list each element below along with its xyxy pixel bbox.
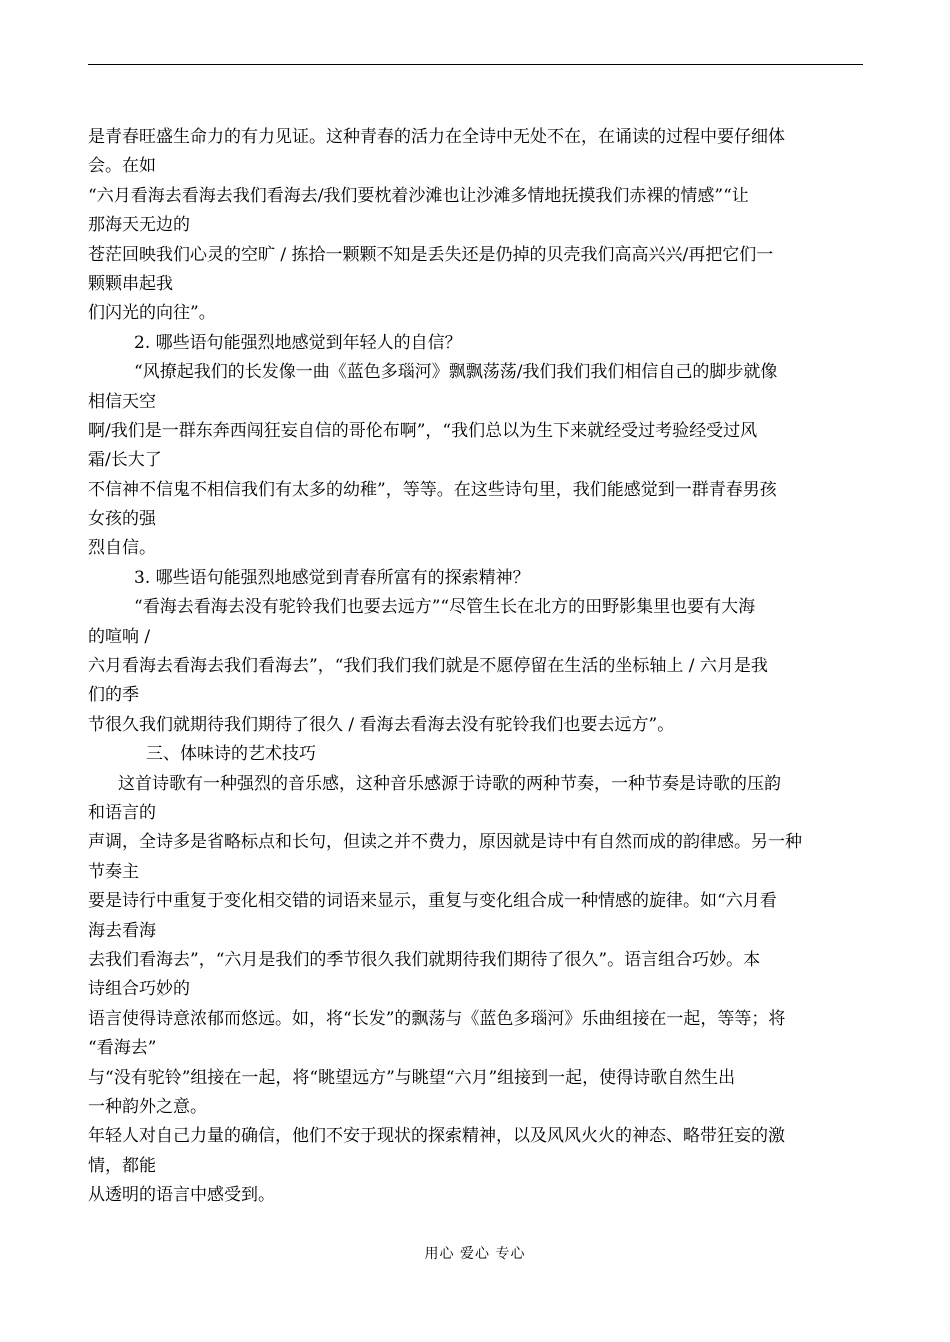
text-line: 那海天无边的 — [88, 215, 190, 236]
text-line: 去我们看海去”，“六月是我们的季节很久我们就期待我们期待了很久”。语言组合巧妙。本 — [88, 949, 761, 970]
text-line: “六月看海去看海去我们看海去/我们要枕着沙滩也让沙滩多情地抚摸我们赤裸的情感”“让 — [88, 185, 749, 206]
text-line: 年轻人对自己力量的确信，他们不安于现状的探索精神，以及风风火火的神态、略带狂妄的激 — [88, 1126, 785, 1147]
text-line: 语言使得诗意浓郁而悠远。如，将“长发”的飘荡与《蓝色多瑙河》乐曲组接在一起，等等；将 — [88, 1008, 786, 1029]
text-line: 六月看海去看海去我们看海去”，“我们我们我们就是不愿停留在生活的坐标轴上 / 六月是我 — [88, 656, 768, 677]
text-line: 三、体味诗的艺术技巧 — [146, 744, 316, 765]
text-line: 们的季 — [88, 685, 139, 706]
text-line: 这首诗歌有一种强烈的音乐感，这种音乐感源于诗歌的两种节奏，一种节奏是诗歌的压韵 — [118, 773, 781, 794]
header-rule — [88, 64, 863, 65]
text-line: 和语言的 — [88, 802, 156, 823]
text-line: 情，都能 — [88, 1155, 156, 1176]
text-line: 颗颗串起我 — [88, 273, 173, 294]
text-line: 一种韵外之意。 — [88, 1096, 207, 1117]
text-line: 啊/我们是一群东奔西闯狂妄自信的哥伦布啊”，“我们总以为生下来就经受过考验经受过风 — [88, 420, 758, 441]
text-line: 苍茫回映我们心灵的空旷 / 拣拾一颗颗不知是丢失还是仍掉的贝壳我们高高兴兴/再把它们一 — [88, 244, 774, 265]
text-line: 节很久我们就期待我们期待了很久 / 看海去看海去没有驼铃我们也要去远方”。 — [88, 714, 675, 735]
text-line: 是青春旺盛生命力的有力见证。这种青春的活力在全诗中无处不在，在诵读的过程中要仔细体 — [88, 127, 785, 147]
text-line: 不信神不信鬼不相信我们有太多的幼稚”，等等。在这些诗句里，我们能感觉到一群青春男孩 — [88, 479, 777, 500]
text-line: 从透明的语言中感受到。 — [88, 1185, 275, 1206]
text-line: 2. 哪些语句能强烈地感觉到年轻人的自信？ — [134, 332, 462, 353]
text-line: “看海去看海去没有驼铃我们也要去远方”“尽管生长在北方的田野影集里也要有大海 — [134, 597, 756, 618]
text-line: 烈自信。 — [88, 538, 156, 559]
text-line: 们闪光的向往”。 — [88, 303, 216, 324]
text-line: 诗组合巧妙的 — [88, 979, 190, 1000]
text-line: 女孩的强 — [88, 509, 156, 530]
document-body — [88, 123, 863, 1210]
text-line: 海去看海 — [88, 920, 156, 941]
page-footer: 用心 爱心 专心 — [424, 1246, 526, 1262]
text-line: 与“没有驼铃”组接在一起，将“眺望远方”与眺望“六月”组接到一起，使得诗歌自然生出 — [88, 1067, 736, 1088]
text-line: 节奏主 — [88, 861, 139, 882]
text-line: 会。在如 — [88, 156, 156, 177]
text-line: 相信天空 — [88, 391, 156, 412]
text-line: 要是诗行中重复于变化相交错的词语来显示，重复与变化组合成一种情感的旋律。如“六月看 — [88, 891, 777, 912]
text-line: 霜/长大了 — [88, 450, 162, 471]
text-line: 声调，全诗多是省略标点和长句，但读之并不费力，原因就是诗中有自然而成的韵律感。另一种 — [88, 832, 802, 853]
text-line: 的喧响 / — [88, 626, 151, 647]
text-line: “风撩起我们的长发像一曲《蓝色多瑙河》飘飘荡荡/我们我们我们相信自己的脚步就像 — [134, 362, 778, 383]
text-line: 3. 哪些语句能强烈地感觉到青春所富有的探索精神？ — [134, 567, 530, 588]
text-line: “看海去” — [88, 1038, 157, 1059]
